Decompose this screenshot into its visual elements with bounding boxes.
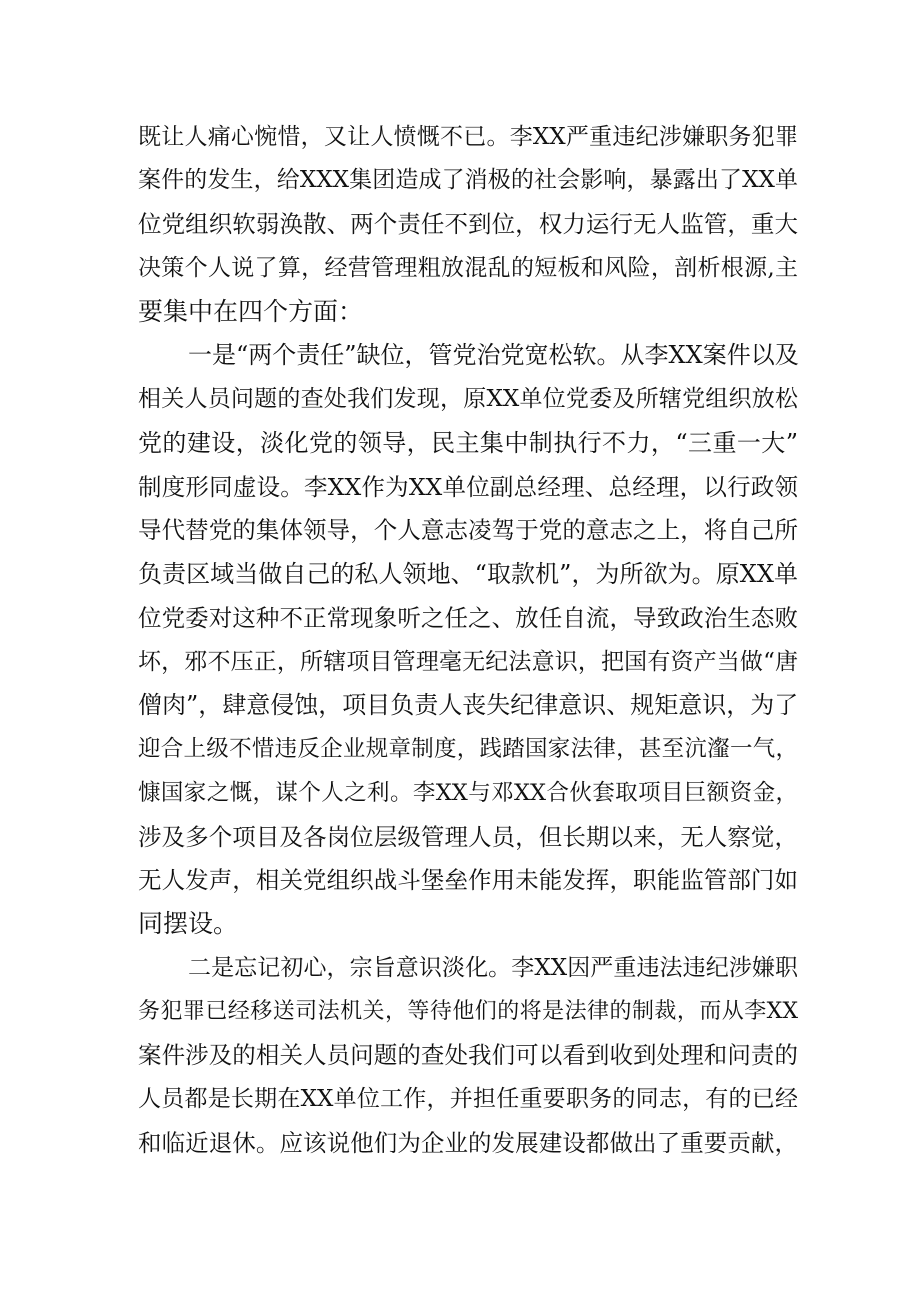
text-line: 位党组织软弱涣散、两个责任不到位，权力运行无人监管，重大: [138, 210, 798, 238]
text-line: 制度形同虚设。李XX作为XX单位副总经理、总经理，以行政领: [138, 473, 798, 501]
text-line: 涉及多个项目及各岗位层级管理人员，但长期以来，无人察觉，: [138, 823, 798, 851]
text-line: 负责区域当做自己的私人领地、“取款机”，为所欲为。原XX单: [138, 560, 798, 588]
text-line: 和临近退休。应该说他们为企业的发展建设都做出了重要贡献，: [138, 1129, 798, 1157]
text-line: 慷国家之慨，谋个人之利。李XX与邓XX合伙套取项目巨额资金，: [138, 780, 798, 806]
text-line: 僧肉”，肆意侵蚀，项目负责人丧失纪律意识、规矩意识，为了: [138, 691, 799, 719]
text-line: 无人发声，相关党组织战斗堡垒作用未能发挥，职能监管部门如: [138, 866, 798, 894]
text-line: 同摆设。: [138, 909, 239, 938]
text-line: 务犯罪已经移送司法机关，等待他们的将是法律的制裁，而从李XX: [138, 999, 798, 1024]
text-line: 二是忘记初心，宗旨意识淡化。李XX因严重违法违纪涉嫌职: [188, 955, 798, 981]
text-line: 一是“两个责任”缺位，管党治党宽松软。从李XX案件以及: [188, 341, 799, 369]
text-line: 坏，邪不压正，所辖项目管理毫无纪法意识，把国有资产当做“唐: [138, 649, 798, 675]
text-line: 既让人痛心惋惜，又让人愤慨不已。李XX严重违纪涉嫌职务犯罪: [138, 124, 798, 150]
text-line: 党的建设，淡化党的领导，民主集中制执行不力，“三重一大”: [138, 429, 798, 457]
text-line: 导代替党的集体领导，个人意志凌驾于党的意志之上，将自己所: [138, 516, 798, 544]
text-line: 案件涉及的相关人员问题的查处我们可以看到收到处理和问责的: [138, 1041, 798, 1069]
text-line: 人员都是长期在XX单位工作，并担任重要职务的同志，有的已经: [138, 1086, 798, 1112]
text-line: 要集中在四个方面：: [138, 297, 364, 326]
text-line: 案件的发生，给XXX集团造成了消极的社会影响，暴露出了XX单: [138, 167, 798, 193]
text-line: 决策个人说了算，经营管理粗放混乱的短板和风险，剖析根源,主: [138, 255, 798, 281]
text-line: 位党委对这种不正常现象听之任之、放任自流，导致政治生态败: [138, 604, 798, 632]
text-line: 迎合上级不惜违反企业规章制度，践踏国家法律，甚至沆瀣一气，: [138, 736, 798, 762]
text-line: 相关人员问题的查处我们发现，原XX单位党委及所辖党组织放松: [138, 386, 798, 412]
